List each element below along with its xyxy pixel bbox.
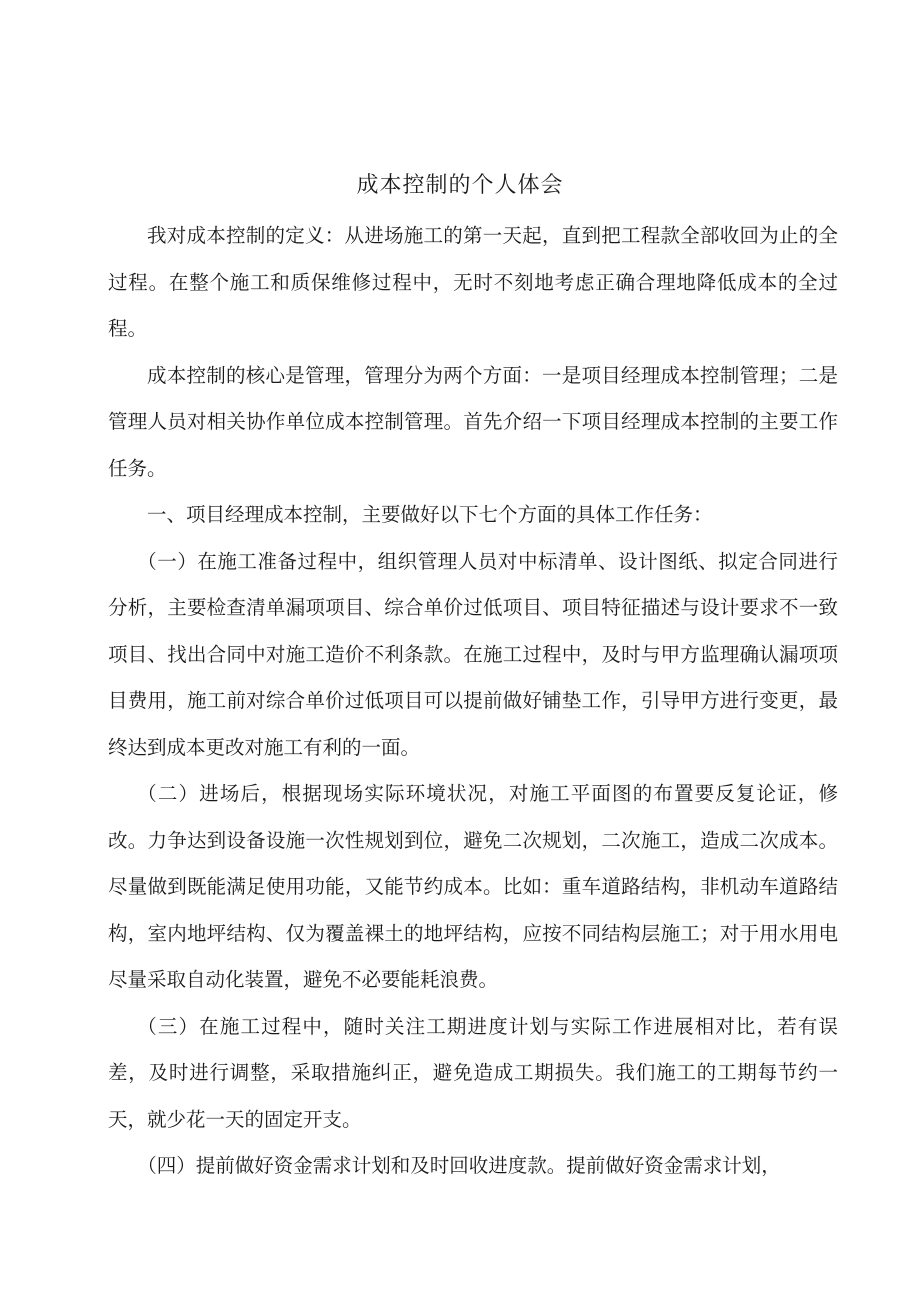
paragraph-item-4: （四）提前做好资金需求计划和及时回收进度款。提前做好资金需求计划， bbox=[137, 1154, 781, 1177]
paragraph-definition: 我对成本控制的定义：从进场施工的第一天起，直到把工程款全部收回为止的全过程。在整个施工和质保维修过程中，无时不刻地考虑正确合理地降低成本的全过程。 bbox=[108, 224, 838, 340]
paragraph-core-management: 成本控制的核心是管理，管理分为两个方面：一是项目经理成本控制管理；二是管理人员对相关协作单位成本控制管理。首先介绍一下项目经理成本控制的主要工作任务。 bbox=[108, 363, 838, 480]
document-body bbox=[108, 213, 838, 1190]
paragraph-item-1: （一）在施工准备过程中，组织管理人员对中标清单、设计图纸、拟定合同进行分析，主要检查清单漏项项目、综合单价过低项目、项目特征描述与设计要求不一致项目、找出合同中对施工造价不利条款。在施工过程中，及时与甲方监理确认漏项项目费用，施工前对综合单价过低项目可以提前做好铺垫工作，引导甲方进行变更，最终达到成本更改对施工有利的一面。 bbox=[108, 549, 838, 759]
paragraph-item-2: （二）进场后，根据现场实际环境状况，对施工平面图的布置要反复论证，修改。力争达到设备设施一次性规划到位，避免二次规划，二次施工，造成二次成本。尽量做到既能满足使用功能，又能节约成本。比如：重车道路结构，非机动车道路结构，室内地坪结构、仅为覆盖裸土的地坪结构，应按不同结构层施工；对于用水用电尽量采取自动化装置，避免不必要能耗浪费。 bbox=[108, 782, 838, 991]
paragraph-item-3: （三）在施工过程中，随时关注工期进度计划与实际工作进展相对比，若有误差，及时进行调整，采取措施纠正，避免造成工期损失。我们施工的工期每节约一天，就少花一天的固定开支。 bbox=[108, 1014, 838, 1131]
document-title: 成本控制的个人体会 bbox=[356, 173, 564, 198]
paragraph-section-one-heading: 一、项目经理成本控制，主要做好以下七个方面的具体工作任务： bbox=[147, 503, 713, 526]
